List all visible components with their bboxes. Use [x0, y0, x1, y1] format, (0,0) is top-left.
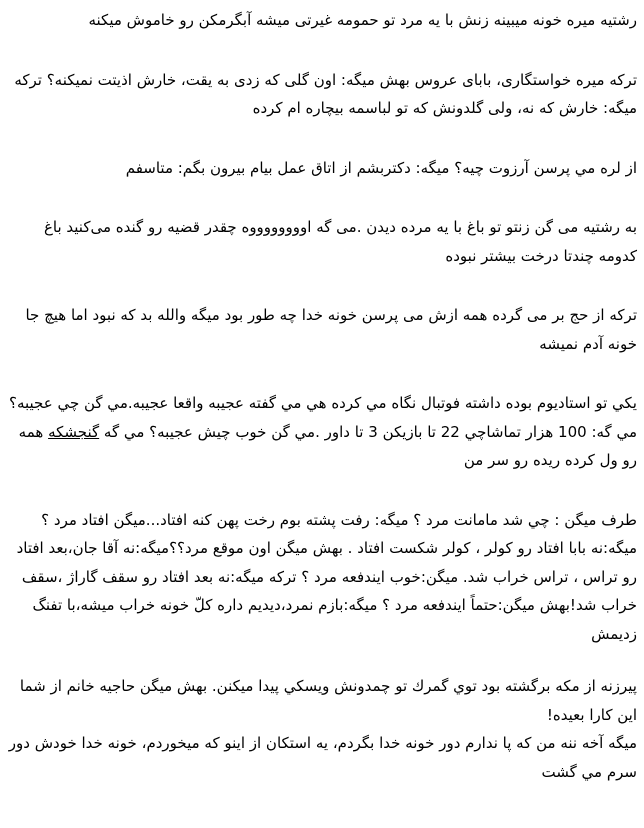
joke-stadium-text-start: يکي تو استاديوم بوده داشته فوتبال نگاه مي کرده هي مي گفته عجيبه واقعا عجيبه.مي گن چي عجيبه؟ مي گه: 100 هزار تماشاچي 22 تا بازيکن 3 تا داور .مي گن خوب چيش عجيبه؟ مي گه — [8, 394, 637, 441]
joke-torke-hajj: ترکه از حج بر می گرده همه ازش می پرسن خونه خدا چه طور بود میگه والله بد که نبود اما هیچ جا خونه آدم نمیشه — [25, 306, 637, 353]
joke-rashti-water-heater: رشتیه میره خونه میبینه زنش با یه مرد تو حمومه غیرتی میشه آبگرمکن رو خاموش میکنه — [88, 11, 637, 29]
joke-lor-doctor: از لره مي پرسن آرزوت چیه؟ میگه: دکتربشم از اتاق عمل بیام بیرون بگم: متاسفم — [125, 158, 637, 177]
joke-stadium — [7, 389, 637, 475]
joke-torke-khastegari: ترکه میره خواستگاری، بابای عروس بهش میگه: اون گلی که زدی به یقت، خارش اذیتت نمیکنه؟ ترکه میگه: خارش که نه، ولی گلدونش که تو لباسمه بیچاره ام کرده — [14, 70, 637, 117]
joke-stadium-underlined-word: گنجشکه — [48, 422, 100, 441]
joke-stadium-text-end: همه رو ول کرده ريده رو سر من — [18, 422, 637, 469]
joke-mother-fell: طرف میگن : چي شد مامانت مرد ؟ میگه: رفت پشته بوم رخت پهن کنه افتاد...میگن افتاد مرد ؟ میگه:نه بابا افتاد رو کولر ، کولر شکست افتاد . بهش میگن اون موقع مرد؟؟میگه:نه آقا جان،بعد افتاد رو تراس ، تراس خراب شد. میگن:خوب ایندفعه مرد ؟ ترکه میگه:نه بعد افتاد رو سقف گاراژ ،سقف خراب شد!بهش میگن:حتماً ایندفعه مرد ؟ میگه:بازم نمرد،دیدیم داره کلّ خونه خراب میشه،با تفنگ زدیمش — [16, 510, 637, 643]
joke-old-woman-whiskey-line2: میگه آخه ننه من که پا ندارم دور خونه خدا بگردم، یه استکان از اینو که میخوردم، خونه خدا خودش دور سرم مي گشت — [8, 734, 637, 781]
joke-old-woman-whiskey-line1: پیرزنه از مکه برگشته بود توي گمرك تو چمدونش ویسکي پیدا میکنن. بهش میگن حاجیه خانم از شما این کارا بعیده! — [19, 677, 637, 724]
joke-rashti-garden: به رشتیه می گن زنتو تو باغ با یه مرده دیدن .می گه اووووووووه چقدر قضیه رو گنده می‌کنید باغ کدومه چندتا درخت بیشتر نبوده — [43, 218, 637, 265]
joke-old-woman-whiskey — [7, 672, 637, 786]
